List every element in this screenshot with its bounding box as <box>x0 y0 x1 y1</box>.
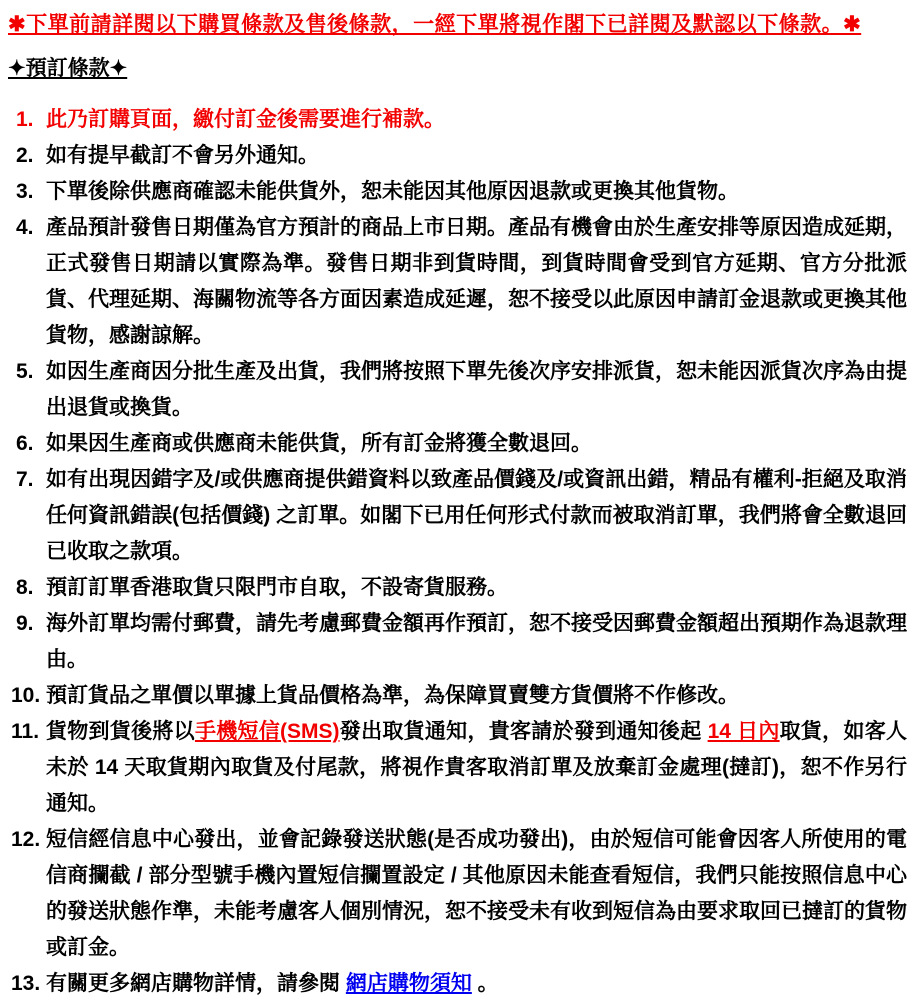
term-item-7 <box>8 462 907 570</box>
term-number-11: 11. <box>11 720 40 743</box>
term-item-10 <box>8 678 907 714</box>
section-title: ✦預訂條款✦ <box>8 57 128 80</box>
term-13-segment: 。 <box>471 972 499 995</box>
term-number-1: 1. <box>16 108 34 131</box>
shop-guide-link[interactable]: 網店購物須知 <box>345 972 472 995</box>
term-number-3: 3. <box>16 180 34 203</box>
term-item-3 <box>8 174 907 210</box>
term-number-8: 8. <box>16 576 34 599</box>
term-text-13 <box>46 972 499 995</box>
term-11-segment: 取貨，如客人未於 14 天取貨期內取貨及付尾款，將視作貴客取消訂單及放棄訂金處理(撻訂)，恕不作另行通知。 <box>46 720 908 815</box>
term-item-4 <box>8 210 907 354</box>
term-number-9: 9. <box>16 612 34 635</box>
pickup-deadline-highlight: 14 日內 <box>707 720 780 743</box>
term-text-8: 預訂訂單香港取貨只限門市自取，不設寄貨服務。 <box>46 576 508 599</box>
term-number-10: 10. <box>11 684 41 707</box>
term-text-1: 此乃訂購頁面，繳付訂金後需要進行補款。 <box>46 108 445 131</box>
term-item-8 <box>8 570 907 606</box>
term-text-4: 產品預計發售日期僅為官方預計的商品上市日期。產品有機會由於生產安排等原因造成延期，正式發售日期請以實際為準。發售日期非到貨時間，到貨時間會受到官方延期、官方分批派貨、代理延期、海關物流等各方面因素造成延遲，恕不接受以此原因申請訂金退款或更換其他貨物，感謝諒解。 <box>46 216 907 347</box>
term-item-6 <box>8 426 907 462</box>
term-number-7: 7. <box>16 468 34 491</box>
term-text-9: 海外訂單均需付郵費，請先考慮郵費金額再作預訂，恕不接受因郵費金額超出預期作為退款理由。 <box>46 612 907 671</box>
term-text-6: 如果因生產商或供應商未能供貨，所有訂金將獲全數退回。 <box>46 432 592 455</box>
term-text-3: 下單後除供應商確認未能供貨外，恕未能因其他原因退款或更換其他貨物。 <box>46 180 739 203</box>
term-text-10: 預訂貨品之單價以單據上貨品價格為準，為保障買賣雙方貨價將不作修改。 <box>46 684 739 707</box>
term-text-12: 短信經信息中心發出，並會記錄發送狀態(是否成功發出)，由於短信可能會因客人所使用的電信商攔截 / 部分型號手機內置短信攔置設定 / 其他原因未能查看短信，我們只能按照信息中心的發送狀態作準，未能考慮客人個別情況，恕不接受未有收到短信為由要求取回已撻訂的貨物或訂金。 <box>46 828 907 959</box>
term-item-11 <box>8 714 907 822</box>
term-13-segment: 有關更多網店購物詳情，請參閱 <box>46 972 346 995</box>
term-number-2: 2. <box>16 144 34 167</box>
term-text-11 <box>46 720 907 815</box>
sms-notice-highlight: 手機短信(SMS) <box>194 720 340 743</box>
notice-banner: ✱下單前請詳閱以下購買條款及售後條款，一經下單將視作閣下已詳閱及默認以下條款。✱ <box>8 13 862 36</box>
term-item-12 <box>8 822 907 966</box>
term-11-segment: 貨物到貨後將以 <box>46 720 195 743</box>
term-number-13: 13. <box>11 972 41 995</box>
term-number-12: 12. <box>11 828 41 851</box>
term-number-4: 4. <box>16 216 34 239</box>
terms-list <box>8 102 907 1002</box>
term-text-5: 如因生產商因分批生產及出貨，我們將按照下單先後次序安排派貨，恕未能因派貨次序為由提出退貨或換貨。 <box>46 360 907 419</box>
term-item-1 <box>8 102 907 138</box>
term-item-9 <box>8 606 907 678</box>
term-number-6: 6. <box>16 432 34 455</box>
term-text-2: 如有提早截訂不會另外通知。 <box>46 144 319 167</box>
term-number-5: 5. <box>16 360 34 383</box>
term-11-segment: 發出取貨通知，貴客請於發到通知後起 <box>339 720 708 743</box>
term-item-5 <box>8 354 907 426</box>
term-item-13 <box>8 966 907 1002</box>
term-item-2 <box>8 138 907 174</box>
term-text-7: 如有出現因錯字及/或供應商提供錯資料以致產品價錢及/或資訊出錯，精品有權利-拒絕及取消任何資訊錯誤(包括價錢) 之訂單。如閣下已用任何形式付款而被取消訂單，我們將會全數退回已收取之款項。 <box>46 468 907 563</box>
